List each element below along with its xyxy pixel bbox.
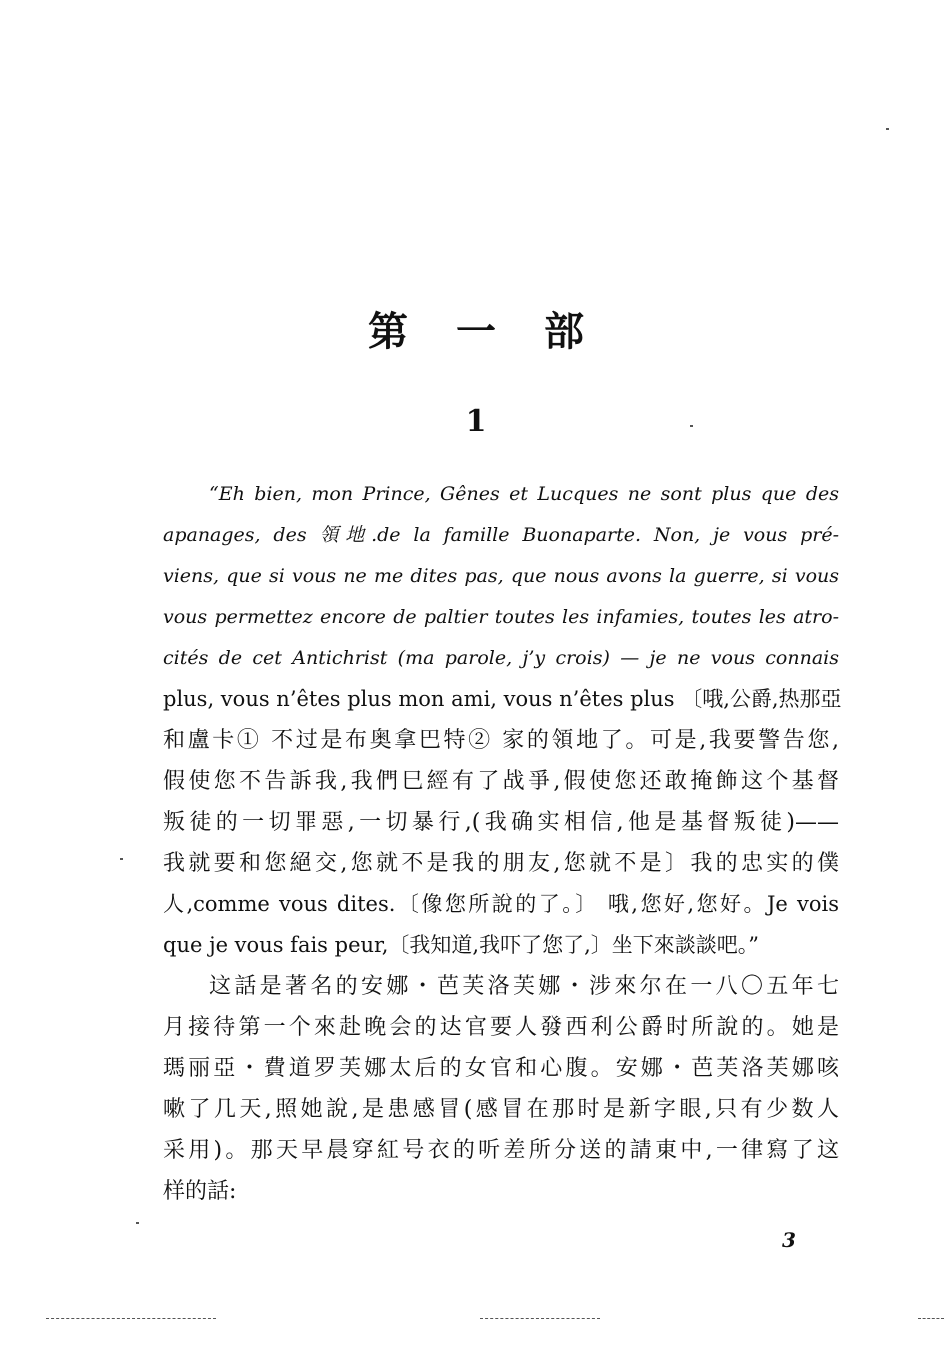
text-line: cités de cet Antichrist (ma parole, j’y crois) — je ne vous connais [163, 647, 839, 669]
text-line: 假使您不告訴我,我們巳經有了战爭,假使您还敢掩飾这个基督 [163, 769, 839, 794]
scan-speck [690, 425, 693, 427]
text-line: que je vous fais peur,〔我知道,我吓了您了,〕坐下來談談吧。” [163, 933, 760, 957]
text-line: 月接待第一个來赴晚会的达官要人發西利公爵时所說的。她是 [163, 1015, 839, 1040]
text-line: 我就要和您絕交,您就不是我的朋友,您就不是〕我的忠实的僕 [163, 851, 839, 876]
scan-speck [120, 858, 123, 860]
scan-edge-mark [480, 1318, 600, 1319]
text-line: 瑪丽亞・費道罗芙娜太后的女官和心腹。安娜・芭芙洛芙娜咳 [163, 1056, 839, 1081]
text-line: 叛徒的一切罪惡,一切暴行,(我确实相信,他是基督叛徒)—— [163, 810, 839, 835]
text-line: vous permettez encore de paltier toutes les infamies, toutes les atro- [163, 606, 839, 628]
paragraph-narration [163, 966, 839, 1212]
text-line: 采用)。那天早晨穿紅号衣的听差所分送的請東中,一律寫了这 [163, 1138, 839, 1163]
chapter-number: 1 [465, 404, 487, 439]
text-line: viens, que si vous ne me dites pas, que nous avons la guerre, si vous [163, 565, 839, 587]
scan-speck [886, 128, 889, 130]
text-line: plus, vous n’êtes plus mon ami, vous n’êtes plus 〔哦,公爵,热那亞 [163, 687, 842, 711]
text-line: 这話是著名的安娜・芭芙洛芙娜・涉來尔在一八〇五年七 [209, 974, 839, 999]
text-line: apanages, des 領地.de la famille Buonaparte. Non, je vous pré- [163, 524, 839, 546]
scan-edge-mark [918, 1318, 944, 1319]
text-line: 和盧卡① 不过是布奥拿巴特② 家的領地了。可是,我要警告您, [163, 728, 839, 753]
part-title: 第一部 [368, 308, 632, 355]
page-number: 3 [782, 1228, 796, 1252]
text-line: “Eh bien, mon Prince, Gênes et Lucques ne sont plus que des [209, 483, 839, 505]
text-line: 样的話: [163, 1179, 237, 1204]
text-line: 嗽了几天,照她說,是患感冒(感冒在那时是新字眼,只有少数人 [163, 1097, 839, 1122]
text-line: 人,comme vous dites.〔像您所說的了。〕 哦,您好,您好。Je vois [163, 892, 839, 916]
scan-edge-mark [46, 1318, 216, 1319]
paragraph-opening-quote [163, 474, 842, 966]
scan-speck [136, 1222, 139, 1224]
